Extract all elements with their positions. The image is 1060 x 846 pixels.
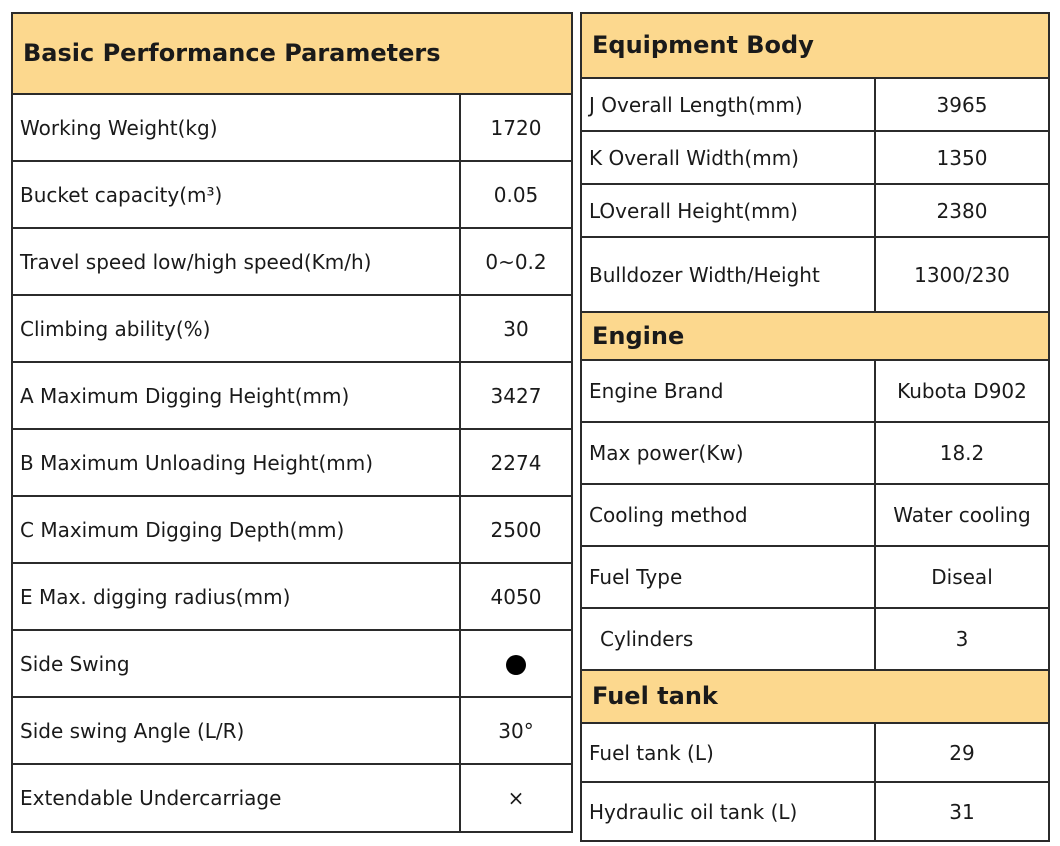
row-value [460, 630, 572, 697]
row-label: Side swing Angle (L/R) [12, 697, 460, 764]
row-label: Bulldozer Width/Height [581, 237, 875, 312]
row-label: K Overall Width(mm) [581, 131, 875, 184]
table-row [12, 94, 572, 161]
row-label: Bucket capacity(m³) [12, 161, 460, 228]
table-row [581, 782, 1049, 841]
fuel-tank-title: Fuel tank [581, 670, 1049, 723]
row-value: 0~0.2 [460, 228, 572, 295]
row-value: 3427 [460, 362, 572, 429]
row-value: 3 [875, 608, 1049, 670]
row-label: C Maximum Digging Depth(mm) [12, 496, 460, 563]
row-label: Side Swing [12, 630, 460, 697]
row-value: 1300/230 [875, 237, 1049, 312]
table-row [581, 131, 1049, 184]
table-row [12, 362, 572, 429]
row-label: Hydraulic oil tank (L) [581, 782, 875, 841]
row-value: 30 [460, 295, 572, 362]
row-value: Kubota D902 [875, 360, 1049, 422]
row-value: 1720 [460, 94, 572, 161]
table-row [581, 184, 1049, 237]
row-value: 3965 [875, 78, 1049, 131]
row-value: 18.2 [875, 422, 1049, 484]
table-row [12, 295, 572, 362]
equipment-body-title: Equipment Body [581, 13, 1049, 78]
row-label: A Maximum Digging Height(mm) [12, 362, 460, 429]
table-row [581, 484, 1049, 546]
table-row [581, 723, 1049, 782]
row-label: Extendable Undercarriage [12, 764, 460, 832]
table-row [12, 429, 572, 496]
table-row [12, 563, 572, 630]
table-row [12, 697, 572, 764]
row-value: 1350 [875, 131, 1049, 184]
row-label: LOverall Height(mm) [581, 184, 875, 237]
row-label: Cylinders [581, 608, 875, 670]
row-label: Travel speed low/high speed(Km/h) [12, 228, 460, 295]
row-value: 30° [460, 697, 572, 764]
table-row [12, 630, 572, 697]
table-row [581, 422, 1049, 484]
table-row [12, 496, 572, 563]
row-label: Working Weight(kg) [12, 94, 460, 161]
basic-performance-table [11, 12, 573, 833]
specs-table [580, 12, 1050, 842]
row-value: 29 [875, 723, 1049, 782]
basic-performance-title: Basic Performance Parameters [12, 13, 572, 94]
row-label: E Max. digging radius(mm) [12, 563, 460, 630]
table-row [581, 237, 1049, 312]
engine-title: Engine [581, 312, 1049, 360]
row-value: 2500 [460, 496, 572, 563]
row-label: Cooling method [581, 484, 875, 546]
table-row [12, 228, 572, 295]
table-row [581, 360, 1049, 422]
row-value: × [460, 764, 572, 832]
row-value: 0.05 [460, 161, 572, 228]
row-value: 31 [875, 782, 1049, 841]
row-label: Climbing ability(%) [12, 295, 460, 362]
row-value: Diseal [875, 546, 1049, 608]
row-value: 4050 [460, 563, 572, 630]
table-row [12, 764, 572, 832]
row-label: J Overall Length(mm) [581, 78, 875, 131]
table-row [581, 78, 1049, 131]
row-label: Max power(Kw) [581, 422, 875, 484]
row-value: 2274 [460, 429, 572, 496]
row-value: 2380 [875, 184, 1049, 237]
table-row [12, 161, 572, 228]
row-label: B Maximum Unloading Height(mm) [12, 429, 460, 496]
row-label: Engine Brand [581, 360, 875, 422]
row-value: Water cooling [875, 484, 1049, 546]
table-row [581, 546, 1049, 608]
row-label: Fuel tank (L) [581, 723, 875, 782]
filled-circle-icon [506, 655, 526, 675]
table-row [581, 608, 1049, 670]
row-label: Fuel Type [581, 546, 875, 608]
